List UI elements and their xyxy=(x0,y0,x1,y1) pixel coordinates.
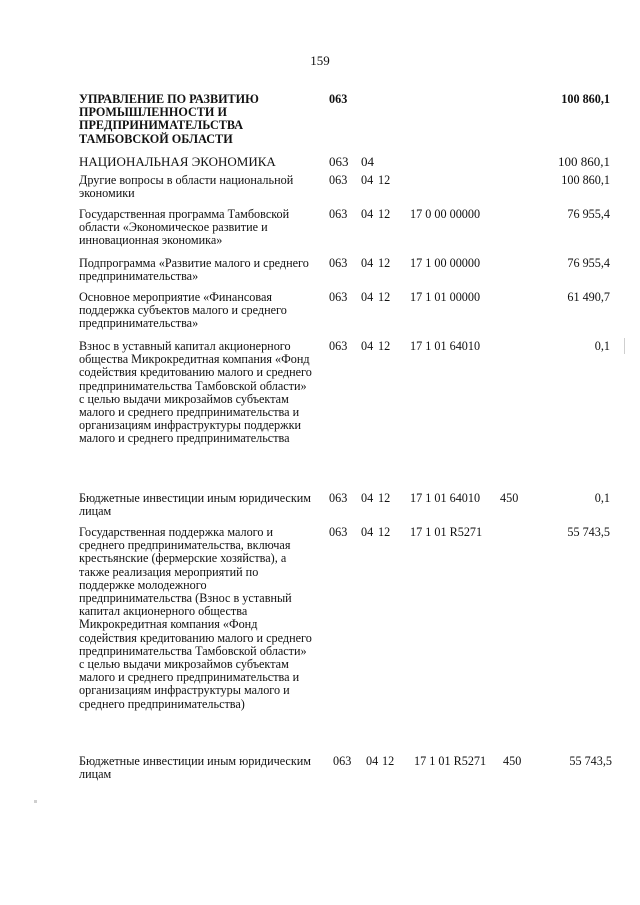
row-sum: 100 860,1 xyxy=(558,154,610,169)
ministry-code: 063 xyxy=(329,290,348,304)
expense-type-code: 450 xyxy=(500,491,519,505)
row-name: Государственная поддержка малого и среднего предпринимательства, включая крестьянские (фермерские хозяйства), а также реализация мероприятий по поддержке молодежного предпринимательства (Взнос в уставный капитал акционерного общества Микрокредитная компания «Фонд содействия кредитованию малого и среднего предпринимательства Тамбовской области» с целью выдачи микрозаймов субъектам малого и среднего предпринимательства и организациям инфраструктуры малого и среднего предпринимательства) xyxy=(79,525,312,711)
ministry-code: 063 xyxy=(329,339,348,353)
target-article-code: 17 0 00 00000 xyxy=(410,207,481,221)
row-name: Бюджетные инвестиции иным юридическим лицам xyxy=(79,491,312,519)
subsection-code: 12 xyxy=(378,173,391,187)
scan-mark xyxy=(624,338,625,354)
subsection-code: 12 xyxy=(378,207,391,221)
section-code: 04 xyxy=(361,290,374,304)
ministry-code: 063 xyxy=(333,754,352,768)
row-name: Другие вопросы в области национальной экономики xyxy=(79,173,294,201)
subsection-code: 12 xyxy=(378,290,391,304)
row-name: НАЦИОНАЛЬНАЯ ЭКОНОМИКА xyxy=(79,154,276,169)
section-code: 04 xyxy=(366,754,379,768)
row-name: Подпрограмма «Развитие малого и среднего предпринимательства» xyxy=(79,256,309,284)
section-code: 04 xyxy=(361,256,374,270)
target-article-code: 17 1 00 00000 xyxy=(410,256,481,270)
section-code: 04 xyxy=(361,339,374,353)
row-sum: 55 743,5 xyxy=(569,754,612,768)
row-sum: 61 490,7 xyxy=(567,290,610,304)
subsection-code: 12 xyxy=(378,339,391,353)
target-article-code: 17 1 01 R5271 xyxy=(414,754,487,768)
scan-mark xyxy=(34,800,37,803)
row-name: Бюджетные инвестиции иным юридическим лицам xyxy=(79,754,312,782)
row-name: Взнос в уставный капитал акционерного общества Микрокредитная компания «Фонд содействия кредитованию малого и среднего предпринимательства Тамбовской области» с целью выдачи микрозаймов субъектам малого и среднего предпринимательства и организациям инфраструктуры поддержки малого и среднего предпринимательства xyxy=(79,339,312,446)
subsection-code: 12 xyxy=(378,256,391,270)
ministry-code: 063 xyxy=(329,92,348,106)
section-code: 04 xyxy=(361,491,374,505)
ministry-code: 063 xyxy=(329,154,349,169)
expense-type-code: 450 xyxy=(503,754,522,768)
row-sum: 0,1 xyxy=(594,339,610,353)
section-code: 04 xyxy=(361,525,374,539)
target-article-code: 17 1 01 R5271 xyxy=(410,525,483,539)
ministry-code: 063 xyxy=(329,173,348,187)
section-code: 04 xyxy=(361,154,374,169)
row-name: УПРАВЛЕНИЕ ПО РАЗВИТИЮ ПРОМЫШЛЕННОСТИ И ПРЕДПРИНИМАТЕЛЬСТВА ТАМБОВСКОЙ ОБЛАСТИ xyxy=(79,92,259,146)
ministry-code: 063 xyxy=(329,491,348,505)
section-code: 04 xyxy=(361,207,374,221)
row-sum: 100 860,1 xyxy=(561,92,610,106)
row-sum: 76 955,4 xyxy=(567,256,610,270)
row-sum: 100 860,1 xyxy=(561,173,610,187)
page-number: 159 xyxy=(310,53,330,68)
row-sum: 0,1 xyxy=(594,491,610,505)
row-sum: 76 955,4 xyxy=(567,207,610,221)
ministry-code: 063 xyxy=(329,525,348,539)
subsection-code: 12 xyxy=(378,491,391,505)
section-code: 04 xyxy=(361,173,374,187)
target-article-code: 17 1 01 64010 xyxy=(410,491,481,505)
row-name: Государственная программа Тамбовской области «Экономическое развитие и инновационная экономика» xyxy=(79,207,290,248)
target-article-code: 17 1 01 00000 xyxy=(410,290,481,304)
row-sum: 55 743,5 xyxy=(567,525,610,539)
row-name: Основное мероприятие «Финансовая поддержка субъектов малого и среднего предпринимательства» xyxy=(79,290,287,331)
subsection-code: 12 xyxy=(382,754,395,768)
ministry-code: 063 xyxy=(329,207,348,221)
subsection-code: 12 xyxy=(378,525,391,539)
ministry-code: 063 xyxy=(329,256,348,270)
target-article-code: 17 1 01 64010 xyxy=(410,339,481,353)
